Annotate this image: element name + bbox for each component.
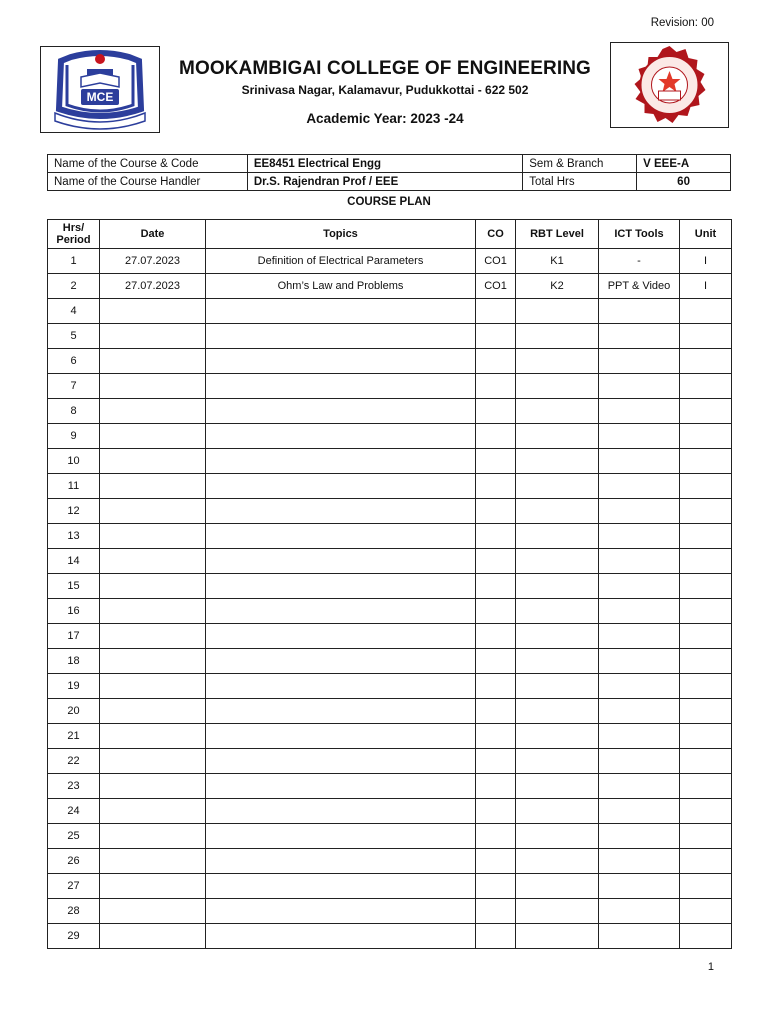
- rbt-level-cell: [516, 349, 599, 374]
- column-header-period: Hrs/ Period: [48, 220, 100, 249]
- period-cell: 11: [48, 474, 100, 499]
- date-cell: [100, 299, 206, 324]
- co-cell: [476, 574, 516, 599]
- date-cell: [100, 824, 206, 849]
- table-row: [48, 299, 732, 324]
- logo-mce-text: MCE: [86, 90, 114, 104]
- rbt-level-cell: [516, 374, 599, 399]
- unit-cell: [680, 749, 732, 774]
- rbt-level-cell: [516, 399, 599, 424]
- date-cell: 27.07.2023: [100, 274, 206, 299]
- rbt-level-cell: [516, 749, 599, 774]
- course-name-value: EE8451 Electrical Engg: [247, 155, 522, 173]
- topic-cell: Ohm’s Law and Problems: [206, 274, 476, 299]
- unit-cell: [680, 774, 732, 799]
- ict-tools-cell: [599, 674, 680, 699]
- topic-cell: [206, 649, 476, 674]
- co-cell: [476, 299, 516, 324]
- table-row: [48, 699, 732, 724]
- table-row: [48, 624, 732, 649]
- topic-cell: [206, 449, 476, 474]
- co-cell: [476, 799, 516, 824]
- unit-cell: [680, 799, 732, 824]
- rbt-level-cell: [516, 474, 599, 499]
- co-cell: [476, 774, 516, 799]
- period-cell: 5: [48, 324, 100, 349]
- date-cell: [100, 524, 206, 549]
- ict-tools-cell: [599, 324, 680, 349]
- college-logo-left: [40, 46, 160, 133]
- topic-cell: [206, 924, 476, 949]
- co-cell: [476, 349, 516, 374]
- unit-cell: [680, 349, 732, 374]
- college-seal-right: [610, 42, 729, 128]
- topic-cell: [206, 599, 476, 624]
- unit-cell: [680, 299, 732, 324]
- period-cell: 6: [48, 349, 100, 374]
- topic-cell: [206, 624, 476, 649]
- co-cell: [476, 549, 516, 574]
- table-row: [48, 649, 732, 674]
- course-plan-body: [48, 249, 732, 949]
- period-cell: 14: [48, 549, 100, 574]
- ict-tools-cell: PPT & Video: [599, 274, 680, 299]
- rbt-level-cell: [516, 674, 599, 699]
- course-handler-value: Dr.S. Rajendran Prof / EEE: [247, 173, 522, 191]
- date-cell: [100, 574, 206, 599]
- date-cell: [100, 374, 206, 399]
- ict-tools-cell: [599, 924, 680, 949]
- date-cell: [100, 874, 206, 899]
- topic-cell: [206, 674, 476, 699]
- ict-tools-cell: [599, 499, 680, 524]
- topic-cell: [206, 524, 476, 549]
- rbt-level-cell: [516, 899, 599, 924]
- course-name-label: Name of the Course & Code: [48, 155, 248, 173]
- unit-cell: [680, 449, 732, 474]
- date-cell: [100, 799, 206, 824]
- period-cell: 26: [48, 849, 100, 874]
- date-cell: [100, 724, 206, 749]
- date-cell: [100, 674, 206, 699]
- period-cell: 17: [48, 624, 100, 649]
- period-cell: 18: [48, 649, 100, 674]
- column-header-date: Date: [100, 220, 206, 249]
- table-row: [48, 874, 732, 899]
- table-row: [48, 724, 732, 749]
- unit-cell: [680, 424, 732, 449]
- ict-tools-cell: [599, 549, 680, 574]
- college-address: Srinivasa Nagar, Kalamavur, Pudukkottai - 622 502: [241, 83, 529, 97]
- period-cell: 7: [48, 374, 100, 399]
- page-number: 1: [707, 961, 714, 973]
- period-cell: 20: [48, 699, 100, 724]
- ict-tools-cell: [599, 874, 680, 899]
- unit-cell: [680, 399, 732, 424]
- period-cell: 22: [48, 749, 100, 774]
- ict-tools-cell: [599, 649, 680, 674]
- ict-tools-cell: [599, 399, 680, 424]
- period-cell: 27: [48, 874, 100, 899]
- co-cell: [476, 399, 516, 424]
- period-cell: 19: [48, 674, 100, 699]
- topic-cell: [206, 299, 476, 324]
- table-row: [48, 474, 732, 499]
- topic-cell: [206, 699, 476, 724]
- rbt-level-cell: [516, 574, 599, 599]
- period-cell: 10: [48, 449, 100, 474]
- topic-cell: [206, 774, 476, 799]
- course-info-row: [48, 173, 731, 191]
- course-info-row: [48, 155, 731, 173]
- table-row: [48, 849, 732, 874]
- ict-tools-cell: [599, 774, 680, 799]
- co-cell: [476, 499, 516, 524]
- co-cell: [476, 749, 516, 774]
- date-cell: [100, 599, 206, 624]
- rbt-level-cell: [516, 874, 599, 899]
- ict-tools-cell: [599, 599, 680, 624]
- date-cell: [100, 849, 206, 874]
- table-row: [48, 799, 732, 824]
- ict-tools-cell: [599, 849, 680, 874]
- topic-cell: [206, 374, 476, 399]
- column-header-ict-tools: ICT Tools: [599, 220, 680, 249]
- rbt-level-cell: [516, 849, 599, 874]
- topic-cell: [206, 424, 476, 449]
- unit-cell: [680, 624, 732, 649]
- revision-label: Revision: 00: [650, 17, 714, 29]
- co-cell: [476, 524, 516, 549]
- college-seal-icon: [611, 43, 728, 127]
- table-row: [48, 524, 732, 549]
- sem-branch-label: Sem & Branch: [523, 155, 637, 173]
- period-cell: 16: [48, 599, 100, 624]
- co-cell: [476, 449, 516, 474]
- co-cell: [476, 874, 516, 899]
- unit-cell: [680, 549, 732, 574]
- date-cell: [100, 324, 206, 349]
- topic-cell: [206, 499, 476, 524]
- ict-tools-cell: [599, 449, 680, 474]
- unit-cell: [680, 824, 732, 849]
- co-cell: [476, 374, 516, 399]
- table-row: [48, 924, 732, 949]
- table-header-row: [48, 220, 732, 249]
- date-cell: [100, 899, 206, 924]
- rbt-level-cell: [516, 649, 599, 674]
- total-hrs-value: 60: [637, 173, 731, 191]
- topic-cell: [206, 474, 476, 499]
- academic-year: Academic Year: 2023 -24: [306, 111, 464, 126]
- ict-tools-cell: [599, 824, 680, 849]
- period-cell: 21: [48, 724, 100, 749]
- ict-tools-cell: [599, 349, 680, 374]
- unit-cell: [680, 474, 732, 499]
- column-header-topics: Topics: [206, 220, 476, 249]
- date-cell: [100, 449, 206, 474]
- topic-cell: Definition of Electrical Parameters: [206, 249, 476, 274]
- rbt-level-cell: [516, 624, 599, 649]
- table-row: [48, 749, 732, 774]
- ict-tools-cell: [599, 524, 680, 549]
- co-cell: [476, 924, 516, 949]
- date-cell: [100, 749, 206, 774]
- co-cell: [476, 474, 516, 499]
- co-cell: CO1: [476, 249, 516, 274]
- date-cell: [100, 924, 206, 949]
- co-cell: [476, 849, 516, 874]
- date-cell: [100, 699, 206, 724]
- ict-tools-cell: [599, 574, 680, 599]
- column-header-co: CO: [476, 220, 516, 249]
- rbt-level-cell: [516, 449, 599, 474]
- period-cell: 29: [48, 924, 100, 949]
- rbt-level-cell: [516, 699, 599, 724]
- ict-tools-cell: -: [599, 249, 680, 274]
- co-cell: [476, 724, 516, 749]
- period-cell: 2: [48, 274, 100, 299]
- co-cell: [476, 324, 516, 349]
- unit-cell: [680, 524, 732, 549]
- unit-cell: [680, 499, 732, 524]
- rbt-level-cell: [516, 299, 599, 324]
- topic-cell: [206, 749, 476, 774]
- period-cell: 9: [48, 424, 100, 449]
- period-cell: 23: [48, 774, 100, 799]
- rbt-level-cell: [516, 724, 599, 749]
- table-row: [48, 249, 732, 274]
- course-info-table: [47, 154, 731, 191]
- rbt-level-cell: [516, 549, 599, 574]
- date-cell: [100, 349, 206, 374]
- unit-cell: [680, 899, 732, 924]
- co-cell: [476, 699, 516, 724]
- ict-tools-cell: [599, 474, 680, 499]
- total-hrs-label: Total Hrs: [523, 173, 637, 191]
- unit-cell: [680, 874, 732, 899]
- co-cell: CO1: [476, 274, 516, 299]
- column-header-rbt-level: RBT Level: [516, 220, 599, 249]
- unit-cell: [680, 649, 732, 674]
- unit-cell: [680, 849, 732, 874]
- date-cell: 27.07.2023: [100, 249, 206, 274]
- topic-cell: [206, 549, 476, 574]
- topic-cell: [206, 324, 476, 349]
- table-row: [48, 824, 732, 849]
- topic-cell: [206, 574, 476, 599]
- topic-cell: [206, 724, 476, 749]
- co-cell: [476, 674, 516, 699]
- date-cell: [100, 649, 206, 674]
- rbt-level-cell: [516, 599, 599, 624]
- date-cell: [100, 499, 206, 524]
- table-row: [48, 424, 732, 449]
- topic-cell: [206, 824, 476, 849]
- date-cell: [100, 549, 206, 574]
- sem-branch-value: V EEE-A: [637, 155, 731, 173]
- rbt-level-cell: [516, 324, 599, 349]
- rbt-level-cell: [516, 774, 599, 799]
- topic-cell: [206, 349, 476, 374]
- rbt-level-cell: K2: [516, 274, 599, 299]
- ict-tools-cell: [599, 699, 680, 724]
- co-cell: [476, 824, 516, 849]
- ict-tools-cell: [599, 749, 680, 774]
- date-cell: [100, 399, 206, 424]
- period-cell: 12: [48, 499, 100, 524]
- co-cell: [476, 899, 516, 924]
- unit-cell: [680, 599, 732, 624]
- date-cell: [100, 474, 206, 499]
- college-emblem-icon: [41, 47, 159, 132]
- topic-cell: [206, 799, 476, 824]
- table-row: [48, 674, 732, 699]
- rbt-level-cell: [516, 524, 599, 549]
- ict-tools-cell: [599, 299, 680, 324]
- table-row: [48, 374, 732, 399]
- table-row: [48, 349, 732, 374]
- unit-cell: I: [680, 274, 732, 299]
- unit-cell: [680, 924, 732, 949]
- unit-cell: I: [680, 249, 732, 274]
- unit-cell: [680, 699, 732, 724]
- rbt-level-cell: [516, 424, 599, 449]
- column-header-unit: Unit: [680, 220, 732, 249]
- table-row: [48, 449, 732, 474]
- ict-tools-cell: [599, 724, 680, 749]
- unit-cell: [680, 324, 732, 349]
- co-cell: [476, 649, 516, 674]
- period-cell: 8: [48, 399, 100, 424]
- period-cell: 25: [48, 824, 100, 849]
- ict-tools-cell: [599, 424, 680, 449]
- period-cell: 15: [48, 574, 100, 599]
- course-plan-title: COURSE PLAN: [347, 196, 431, 208]
- period-cell: 4: [48, 299, 100, 324]
- course-plan-table: [47, 219, 732, 949]
- rbt-level-cell: [516, 499, 599, 524]
- co-cell: [476, 599, 516, 624]
- table-row: [48, 774, 732, 799]
- table-row: [48, 574, 732, 599]
- ict-tools-cell: [599, 624, 680, 649]
- ict-tools-cell: [599, 799, 680, 824]
- date-cell: [100, 624, 206, 649]
- period-cell: 24: [48, 799, 100, 824]
- rbt-level-cell: K1: [516, 249, 599, 274]
- unit-cell: [680, 724, 732, 749]
- table-row: [48, 499, 732, 524]
- date-cell: [100, 424, 206, 449]
- date-cell: [100, 774, 206, 799]
- rbt-level-cell: [516, 924, 599, 949]
- unit-cell: [680, 574, 732, 599]
- co-cell: [476, 624, 516, 649]
- topic-cell: [206, 874, 476, 899]
- college-name: MOOKAMBIGAI COLLEGE OF ENGINEERING: [179, 58, 591, 79]
- period-cell: 13: [48, 524, 100, 549]
- period-cell: 1: [48, 249, 100, 274]
- course-handler-label: Name of the Course Handler: [48, 173, 248, 191]
- table-row: [48, 274, 732, 299]
- table-row: [48, 324, 732, 349]
- table-row: [48, 899, 732, 924]
- rbt-level-cell: [516, 799, 599, 824]
- table-row: [48, 599, 732, 624]
- unit-cell: [680, 374, 732, 399]
- ict-tools-cell: [599, 374, 680, 399]
- unit-cell: [680, 674, 732, 699]
- period-cell: 28: [48, 899, 100, 924]
- topic-cell: [206, 849, 476, 874]
- rbt-level-cell: [516, 824, 599, 849]
- topic-cell: [206, 399, 476, 424]
- table-row: [48, 549, 732, 574]
- topic-cell: [206, 899, 476, 924]
- table-row: [48, 399, 732, 424]
- co-cell: [476, 424, 516, 449]
- ict-tools-cell: [599, 899, 680, 924]
